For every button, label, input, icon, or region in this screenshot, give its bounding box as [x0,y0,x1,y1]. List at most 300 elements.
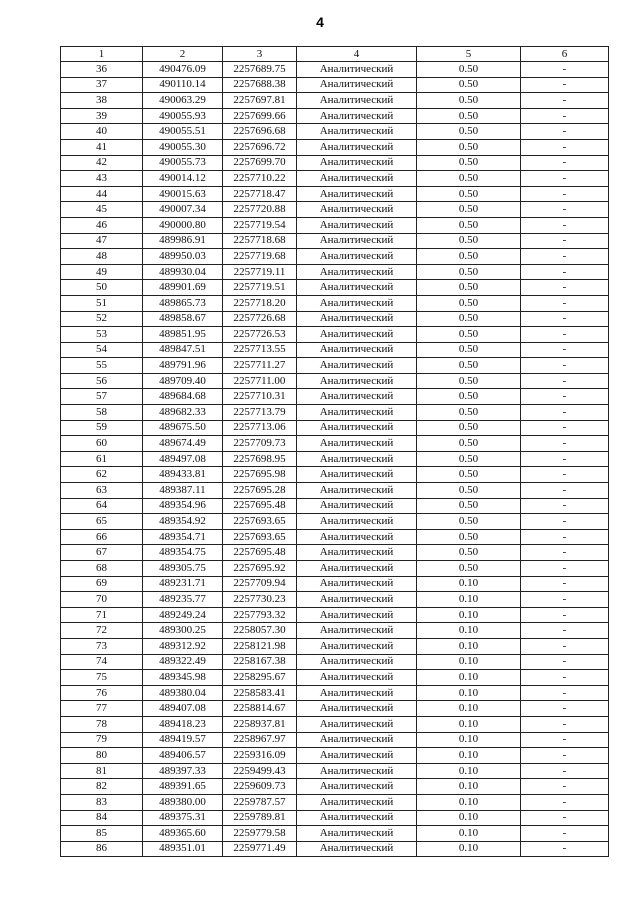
accuracy-cell: 0.50 [417,217,521,233]
table-row [61,311,609,327]
point-number-cell: 48 [61,249,143,265]
y-coordinate-cell: 2257689.75 [223,62,297,78]
point-number-cell: 40 [61,124,143,140]
table-row [61,748,609,764]
point-number-cell: 45 [61,202,143,218]
point-number-cell: 37 [61,77,143,93]
point-number-cell: 85 [61,826,143,842]
note-cell: - [521,654,609,670]
point-number-cell: 52 [61,311,143,327]
table-row [61,358,609,374]
method-cell: Аналитический [297,592,417,608]
method-cell: Аналитический [297,280,417,296]
method-cell: Аналитический [297,654,417,670]
table-row [61,436,609,452]
method-cell: Аналитический [297,561,417,577]
x-coordinate-cell: 489380.00 [143,794,223,810]
accuracy-cell: 0.50 [417,249,521,265]
method-cell: Аналитический [297,779,417,795]
x-coordinate-cell: 489249.24 [143,607,223,623]
x-coordinate-cell: 489858.67 [143,311,223,327]
note-cell: - [521,436,609,452]
method-cell: Аналитический [297,498,417,514]
accuracy-cell: 0.50 [417,561,521,577]
accuracy-cell: 0.50 [417,420,521,436]
note-cell: - [521,280,609,296]
column-header: 3 [223,47,297,62]
x-coordinate-cell: 489354.96 [143,498,223,514]
y-coordinate-cell: 2257719.11 [223,264,297,280]
y-coordinate-cell: 2257699.70 [223,155,297,171]
note-cell: - [521,249,609,265]
x-coordinate-cell: 489380.04 [143,685,223,701]
point-number-cell: 62 [61,467,143,483]
y-coordinate-cell: 2258121.98 [223,638,297,654]
accuracy-cell: 0.50 [417,280,521,296]
method-cell: Аналитический [297,623,417,639]
accuracy-cell: 0.50 [417,77,521,93]
table-row [61,451,609,467]
note-cell: - [521,701,609,717]
method-cell: Аналитический [297,748,417,764]
x-coordinate-cell: 490110.14 [143,77,223,93]
accuracy-cell: 0.10 [417,670,521,686]
table-header-row [61,47,609,62]
y-coordinate-cell: 2257713.55 [223,342,297,358]
accuracy-cell: 0.10 [417,732,521,748]
note-cell: - [521,420,609,436]
point-number-cell: 74 [61,654,143,670]
x-coordinate-cell: 490063.29 [143,93,223,109]
y-coordinate-cell: 2258814.67 [223,701,297,717]
note-cell: - [521,62,609,78]
point-number-cell: 67 [61,545,143,561]
x-coordinate-cell: 489354.75 [143,545,223,561]
table-row [61,139,609,155]
y-coordinate-cell: 2257688.38 [223,77,297,93]
note-cell: - [521,202,609,218]
method-cell: Аналитический [297,77,417,93]
point-number-cell: 66 [61,529,143,545]
y-coordinate-cell: 2258167.38 [223,654,297,670]
note-cell: - [521,748,609,764]
point-number-cell: 42 [61,155,143,171]
column-header: 1 [61,47,143,62]
note-cell: - [521,794,609,810]
method-cell: Аналитический [297,124,417,140]
note-cell: - [521,685,609,701]
point-number-cell: 84 [61,810,143,826]
accuracy-cell: 0.10 [417,701,521,717]
table-row [61,420,609,436]
note-cell: - [521,389,609,405]
method-cell: Аналитический [297,264,417,280]
x-coordinate-cell: 489235.77 [143,592,223,608]
y-coordinate-cell: 2258937.81 [223,716,297,732]
method-cell: Аналитический [297,420,417,436]
accuracy-cell: 0.10 [417,779,521,795]
x-coordinate-cell: 489406.57 [143,748,223,764]
y-coordinate-cell: 2257696.72 [223,139,297,155]
point-number-cell: 72 [61,623,143,639]
point-number-cell: 68 [61,561,143,577]
note-cell: - [521,295,609,311]
method-cell: Аналитический [297,202,417,218]
accuracy-cell: 0.10 [417,654,521,670]
x-coordinate-cell: 489354.71 [143,529,223,545]
accuracy-cell: 0.50 [417,311,521,327]
note-cell: - [521,451,609,467]
method-cell: Аналитический [297,841,417,857]
point-number-cell: 82 [61,779,143,795]
point-number-cell: 57 [61,389,143,405]
x-coordinate-cell: 489684.68 [143,389,223,405]
table-row [61,514,609,530]
accuracy-cell: 0.50 [417,327,521,343]
table-row [61,841,609,857]
x-coordinate-cell: 489231.71 [143,576,223,592]
method-cell: Аналитический [297,607,417,623]
accuracy-cell: 0.10 [417,748,521,764]
note-cell: - [521,545,609,561]
page-number: 4 [316,14,324,30]
method-cell: Аналитический [297,529,417,545]
method-cell: Аналитический [297,716,417,732]
table-row [61,264,609,280]
y-coordinate-cell: 2257719.51 [223,280,297,296]
accuracy-cell: 0.50 [417,124,521,140]
accuracy-cell: 0.50 [417,436,521,452]
method-cell: Аналитический [297,327,417,343]
method-cell: Аналитический [297,436,417,452]
y-coordinate-cell: 2257719.68 [223,249,297,265]
method-cell: Аналитический [297,810,417,826]
y-coordinate-cell: 2257693.65 [223,529,297,545]
table-row [61,561,609,577]
x-coordinate-cell: 490055.51 [143,124,223,140]
x-coordinate-cell: 489675.50 [143,420,223,436]
accuracy-cell: 0.10 [417,716,521,732]
note-cell: - [521,108,609,124]
accuracy-cell: 0.50 [417,155,521,171]
note-cell: - [521,186,609,202]
x-coordinate-cell: 489300.25 [143,623,223,639]
accuracy-cell: 0.10 [417,794,521,810]
method-cell: Аналитический [297,389,417,405]
table-row [61,607,609,623]
point-number-cell: 44 [61,186,143,202]
table-row [61,249,609,265]
point-number-cell: 56 [61,373,143,389]
note-cell: - [521,763,609,779]
y-coordinate-cell: 2257719.54 [223,217,297,233]
note-cell: - [521,139,609,155]
accuracy-cell: 0.50 [417,498,521,514]
note-cell: - [521,779,609,795]
x-coordinate-cell: 489387.11 [143,483,223,499]
point-number-cell: 69 [61,576,143,592]
accuracy-cell: 0.50 [417,93,521,109]
method-cell: Аналитический [297,405,417,421]
y-coordinate-cell: 2258295.67 [223,670,297,686]
table-row [61,576,609,592]
y-coordinate-cell: 2259779.58 [223,826,297,842]
x-coordinate-cell: 490055.30 [143,139,223,155]
x-coordinate-cell: 489433.81 [143,467,223,483]
x-coordinate-cell: 489901.69 [143,280,223,296]
accuracy-cell: 0.50 [417,202,521,218]
table-row [61,93,609,109]
table-row [61,623,609,639]
method-cell: Аналитический [297,342,417,358]
point-number-cell: 47 [61,233,143,249]
accuracy-cell: 0.50 [417,545,521,561]
point-number-cell: 77 [61,701,143,717]
method-cell: Аналитический [297,514,417,530]
x-coordinate-cell: 489709.40 [143,373,223,389]
y-coordinate-cell: 2257693.65 [223,514,297,530]
method-cell: Аналитический [297,701,417,717]
x-coordinate-cell: 489791.96 [143,358,223,374]
point-number-cell: 36 [61,62,143,78]
note-cell: - [521,467,609,483]
point-number-cell: 64 [61,498,143,514]
note-cell: - [521,124,609,140]
table-row [61,155,609,171]
point-number-cell: 50 [61,280,143,296]
y-coordinate-cell: 2257696.68 [223,124,297,140]
y-coordinate-cell: 2257726.68 [223,311,297,327]
y-coordinate-cell: 2257695.48 [223,498,297,514]
table-row [61,108,609,124]
y-coordinate-cell: 2257695.48 [223,545,297,561]
method-cell: Аналитический [297,545,417,561]
x-coordinate-cell: 489391.65 [143,779,223,795]
x-coordinate-cell: 489986.91 [143,233,223,249]
note-cell: - [521,810,609,826]
note-cell: - [521,514,609,530]
table-row [61,826,609,842]
point-number-cell: 76 [61,685,143,701]
x-coordinate-cell: 490000.80 [143,217,223,233]
accuracy-cell: 0.50 [417,233,521,249]
table-row [61,685,609,701]
accuracy-cell: 0.50 [417,358,521,374]
accuracy-cell: 0.50 [417,483,521,499]
table-row [61,638,609,654]
accuracy-cell: 0.50 [417,467,521,483]
accuracy-cell: 0.50 [417,514,521,530]
table-row [61,186,609,202]
accuracy-cell: 0.50 [417,62,521,78]
method-cell: Аналитический [297,93,417,109]
table-row [61,779,609,795]
accuracy-cell: 0.10 [417,576,521,592]
table-row [61,405,609,421]
y-coordinate-cell: 2259499.43 [223,763,297,779]
note-cell: - [521,716,609,732]
note-cell: - [521,623,609,639]
x-coordinate-cell: 489865.73 [143,295,223,311]
table-row [61,498,609,514]
x-coordinate-cell: 489365.60 [143,826,223,842]
y-coordinate-cell: 2257726.53 [223,327,297,343]
table-row [61,373,609,389]
table-row [61,295,609,311]
table-row [61,327,609,343]
table-row [61,171,609,187]
y-coordinate-cell: 2259787.57 [223,794,297,810]
point-number-cell: 58 [61,405,143,421]
y-coordinate-cell: 2257711.00 [223,373,297,389]
point-number-cell: 55 [61,358,143,374]
note-cell: - [521,638,609,654]
point-number-cell: 41 [61,139,143,155]
accuracy-cell: 0.10 [417,607,521,623]
x-coordinate-cell: 489950.03 [143,249,223,265]
coordinates-table [60,46,609,857]
point-number-cell: 78 [61,716,143,732]
point-number-cell: 83 [61,794,143,810]
table-row [61,217,609,233]
note-cell: - [521,841,609,857]
note-cell: - [521,405,609,421]
accuracy-cell: 0.50 [417,342,521,358]
accuracy-cell: 0.50 [417,108,521,124]
method-cell: Аналитический [297,171,417,187]
accuracy-cell: 0.50 [417,139,521,155]
column-header: 4 [297,47,417,62]
method-cell: Аналитический [297,295,417,311]
note-cell: - [521,93,609,109]
table-body [61,62,609,857]
x-coordinate-cell: 489930.04 [143,264,223,280]
method-cell: Аналитический [297,373,417,389]
note-cell: - [521,342,609,358]
x-coordinate-cell: 489345.98 [143,670,223,686]
point-number-cell: 46 [61,217,143,233]
y-coordinate-cell: 2257710.22 [223,171,297,187]
y-coordinate-cell: 2259771.49 [223,841,297,857]
method-cell: Аналитический [297,826,417,842]
table-row [61,389,609,405]
note-cell: - [521,529,609,545]
method-cell: Аналитический [297,685,417,701]
table-row [61,62,609,78]
point-number-cell: 51 [61,295,143,311]
note-cell: - [521,373,609,389]
column-header: 5 [417,47,521,62]
accuracy-cell: 0.10 [417,592,521,608]
method-cell: Аналитический [297,638,417,654]
point-number-cell: 75 [61,670,143,686]
method-cell: Аналитический [297,311,417,327]
y-coordinate-cell: 2257718.68 [223,233,297,249]
method-cell: Аналитический [297,670,417,686]
method-cell: Аналитический [297,155,417,171]
y-coordinate-cell: 2257709.73 [223,436,297,452]
note-cell: - [521,217,609,233]
note-cell: - [521,732,609,748]
method-cell: Аналитический [297,732,417,748]
x-coordinate-cell: 489397.33 [143,763,223,779]
point-number-cell: 39 [61,108,143,124]
y-coordinate-cell: 2259789.81 [223,810,297,826]
y-coordinate-cell: 2259609.73 [223,779,297,795]
x-coordinate-cell: 489682.33 [143,405,223,421]
table-row [61,280,609,296]
method-cell: Аналитический [297,108,417,124]
y-coordinate-cell: 2257695.92 [223,561,297,577]
x-coordinate-cell: 490007.34 [143,202,223,218]
note-cell: - [521,233,609,249]
accuracy-cell: 0.10 [417,623,521,639]
note-cell: - [521,498,609,514]
table-row [61,670,609,686]
x-coordinate-cell: 489497.08 [143,451,223,467]
point-number-cell: 86 [61,841,143,857]
method-cell: Аналитический [297,483,417,499]
point-number-cell: 79 [61,732,143,748]
method-cell: Аналитический [297,217,417,233]
accuracy-cell: 0.50 [417,451,521,467]
method-cell: Аналитический [297,139,417,155]
note-cell: - [521,155,609,171]
table-row [61,233,609,249]
note-cell: - [521,311,609,327]
table-row [61,483,609,499]
y-coordinate-cell: 2258967.97 [223,732,297,748]
table-row [61,529,609,545]
y-coordinate-cell: 2257713.79 [223,405,297,421]
point-number-cell: 60 [61,436,143,452]
y-coordinate-cell: 2257793.32 [223,607,297,623]
y-coordinate-cell: 2257718.20 [223,295,297,311]
accuracy-cell: 0.10 [417,685,521,701]
x-coordinate-cell: 489407.08 [143,701,223,717]
table-row [61,763,609,779]
table-row [61,467,609,483]
point-number-cell: 61 [61,451,143,467]
point-number-cell: 49 [61,264,143,280]
y-coordinate-cell: 2257730.23 [223,592,297,608]
y-coordinate-cell: 2257699.66 [223,108,297,124]
note-cell: - [521,592,609,608]
x-coordinate-cell: 490055.93 [143,108,223,124]
method-cell: Аналитический [297,249,417,265]
accuracy-cell: 0.50 [417,186,521,202]
note-cell: - [521,264,609,280]
table-row [61,701,609,717]
x-coordinate-cell: 489354.92 [143,514,223,530]
accuracy-cell: 0.50 [417,373,521,389]
table-row [61,592,609,608]
y-coordinate-cell: 2257695.28 [223,483,297,499]
y-coordinate-cell: 2257695.98 [223,467,297,483]
note-cell: - [521,670,609,686]
method-cell: Аналитический [297,451,417,467]
table-row [61,654,609,670]
x-coordinate-cell: 490055.73 [143,155,223,171]
point-number-cell: 38 [61,93,143,109]
x-coordinate-cell: 489674.49 [143,436,223,452]
table-row [61,732,609,748]
accuracy-cell: 0.10 [417,826,521,842]
x-coordinate-cell: 490015.63 [143,186,223,202]
x-coordinate-cell: 489418.23 [143,716,223,732]
accuracy-cell: 0.10 [417,763,521,779]
point-number-cell: 43 [61,171,143,187]
